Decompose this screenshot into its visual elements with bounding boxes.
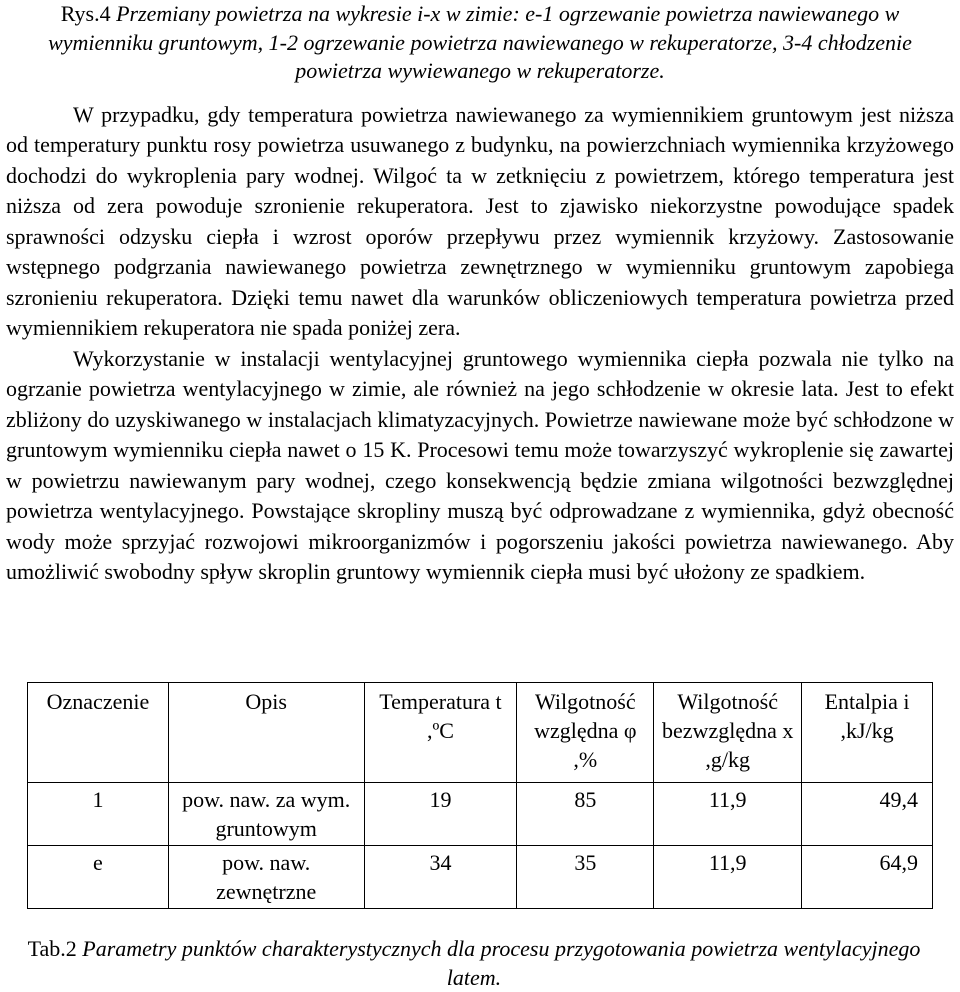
table-header-cell: Opis xyxy=(168,683,364,783)
body-text xyxy=(6,100,954,588)
table-cell: pow. naw. zewnętrzne xyxy=(168,846,364,909)
table-row xyxy=(28,846,933,909)
figure-caption-label: Rys.4 xyxy=(60,1,111,26)
table-header-cell: Wilgotność bezwzględna x ,g/kg xyxy=(654,683,802,783)
table-cell: 11,9 xyxy=(654,783,802,846)
table-cell: 64,9 xyxy=(802,846,933,909)
table-cell: 49,4 xyxy=(802,783,933,846)
table-header-row xyxy=(28,683,933,783)
table-cell: 11,9 xyxy=(654,846,802,909)
table-cell: 19 xyxy=(364,783,517,846)
table-cell: 34 xyxy=(364,846,517,909)
figure-caption xyxy=(6,0,954,86)
table-caption-label: Tab.2 xyxy=(27,936,77,961)
table-caption-text: Parametry punktów charakterystycznych dla procesu przygotowania powietrza wentylacyjnego latem. xyxy=(82,936,921,990)
table-cell: pow. naw. za wym. gruntowym xyxy=(168,783,364,846)
figure-caption-text: Przemiany powietrza na wykresie i-x w zimie: e-1 ogrzewanie powietrza nawiewanego w wymienniku gruntowym, 1-2 ogrzewanie powietrza nawiewanego w rekuperatorze, 3-4 chłodzenie powietrza wywiewanego w rekuperatorze. xyxy=(48,1,912,83)
table-cell: 85 xyxy=(517,783,654,846)
table-header-cell: Entalpia i ,kJ/kg xyxy=(802,683,933,783)
table-cell: 1 xyxy=(28,783,169,846)
table-cell: 35 xyxy=(517,846,654,909)
table-cell: e xyxy=(28,846,169,909)
table-header-cell: Oznaczenie xyxy=(28,683,169,783)
paragraph: Wykorzystanie w instalacji wentylacyjnej gruntowego wymiennika ciepła pozwala nie tylko na ogrzanie powietrza wentylacyjnego w zimie, ale również na jego schłodzenie w okresie lata. Jest to efekt zbliżony do uzyskiwanego w instalacjach klimatyzacyjnych. Powietrze nawiewane może być schłodzone w gruntowym wymienniku ciepła nawet o 15 K. Procesowi temu może towarzyszyć wykroplenie się zawartej w powietrzu nawiewanym pary wodnej, czego konsekwencją będzie zmiana wilgotności bezwzględnej powietrza wentylacyjnego. Powstające skropliny muszą być odprowadzane z wymiennika, gdyż obecność wody może sprzyjać rozwojowi mikroorganizmów i pogorszeniu jakości powietrza nawiewanego. Aby umożliwić swobodny spływ skroplin gruntowy wymiennik ciepła musi być ułożony ze spadkiem. xyxy=(6,345,954,584)
table-header-cell: Temperatura t ,ºC xyxy=(364,683,517,783)
table-header-cell: Wilgotność względna φ ,% xyxy=(517,683,654,783)
paragraph: W przypadku, gdy temperatura powietrza nawiewanego za wymiennikiem gruntowym jest niższa od temperatury punktu rosy powietrza usuwanego z budynku, na powierzchniach wymiennika krzyżowego dochodzi do wykroplenia pary wodnej. Wilgoć ta w zetknięciu z powietrzem, którego temperatura jest niższa od zera powoduje szronienie rekuperatora. Jest to zjawisko niekorzystne powodujące spadek sprawności odzysku ciepła i wzrost oporów przepływu przez wymiennik krzyżowy. Zastosowanie wstępnego podgrzania nawiewanego powietrza zewnętrznego w wymienniku gruntowym zapobiega szronieniu rekuperatora. Dzięki temu nawet dla warunków obliczeniowych temperatura powietrza przed wymiennikiem rekuperatora nie spada poniżej zera. xyxy=(6,101,954,340)
table-row xyxy=(28,783,933,846)
table-caption xyxy=(0,934,948,992)
parameters-table xyxy=(27,682,933,909)
document-page xyxy=(6,0,954,588)
